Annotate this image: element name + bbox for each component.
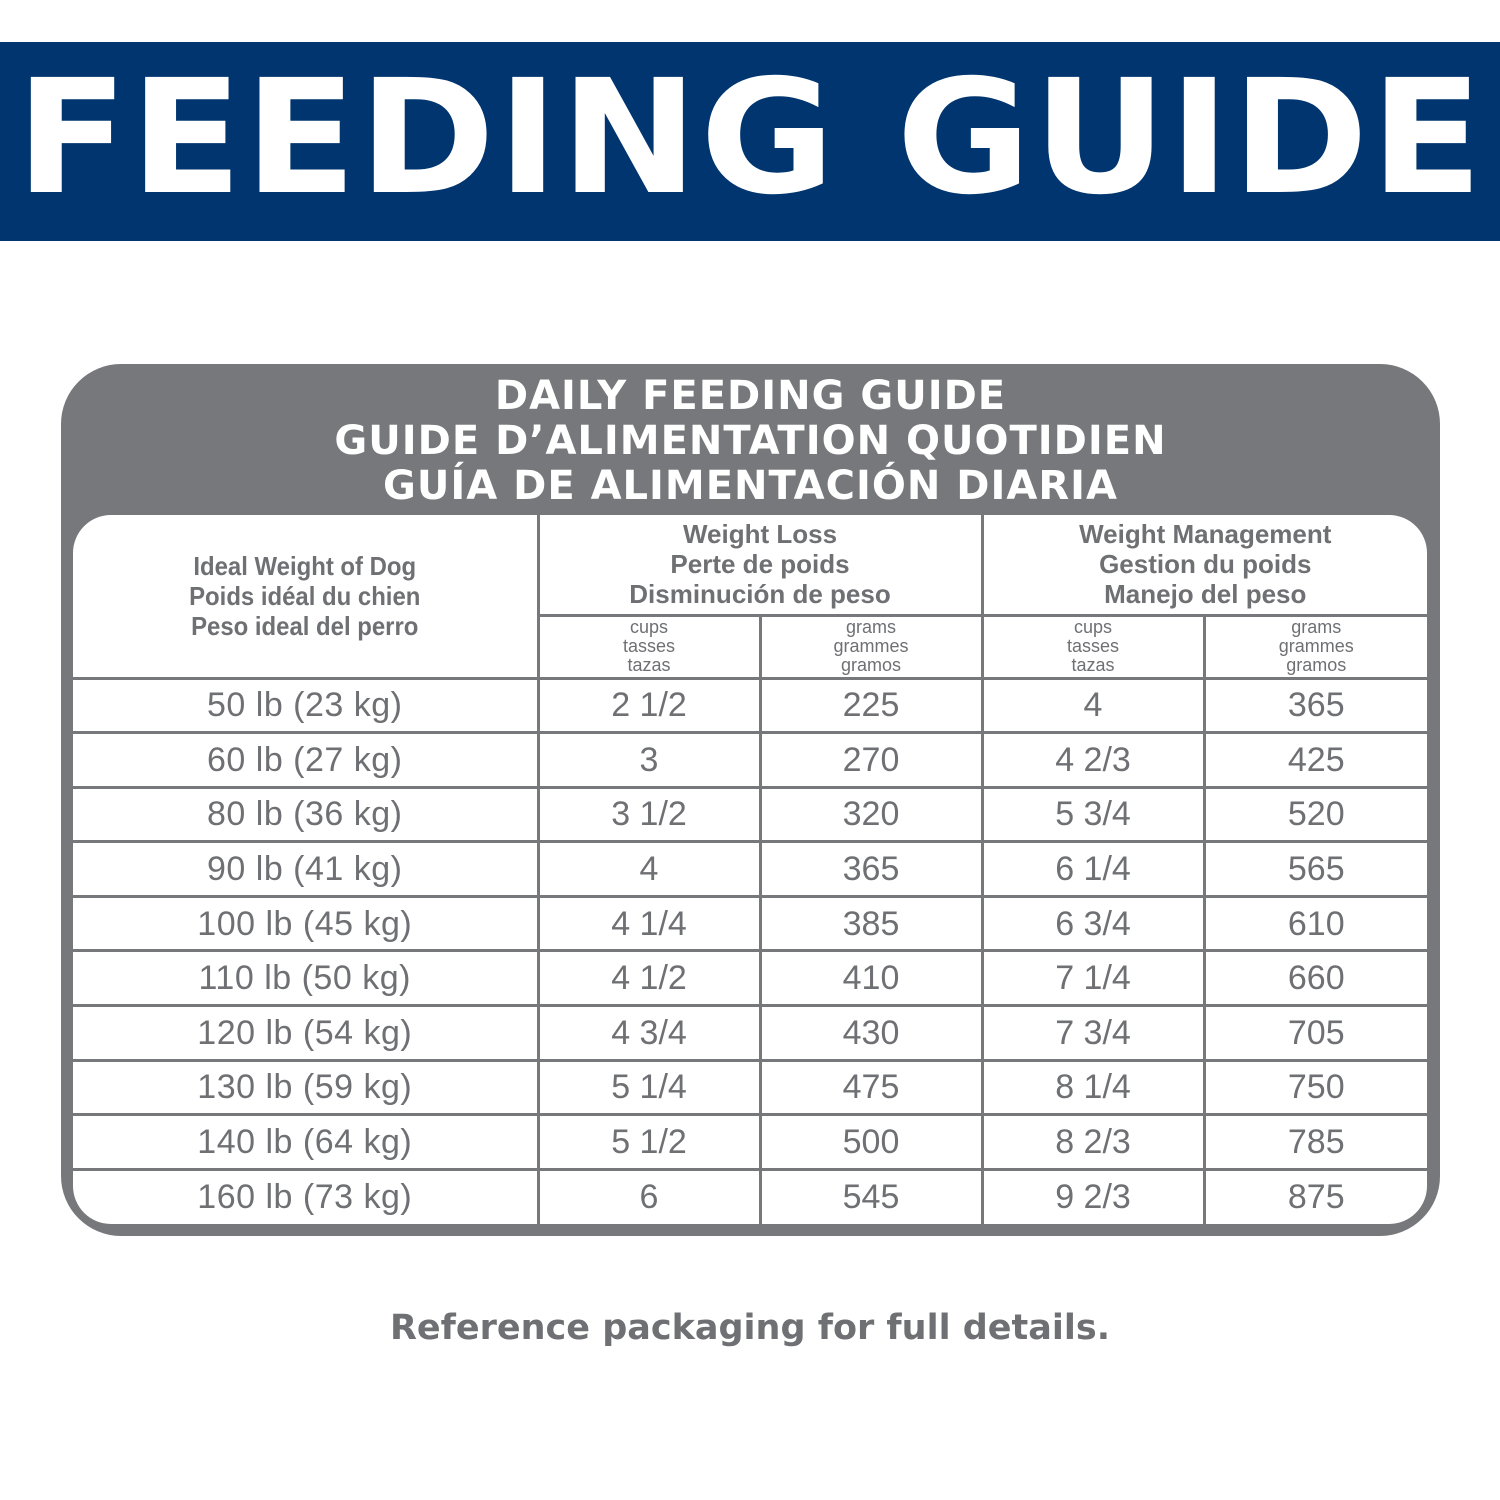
loss-cups-header: [538, 615, 760, 678]
feeding-table: [73, 515, 1427, 1224]
management-grams-cell: 520: [1204, 787, 1427, 842]
weight-loss-header-es: Disminución de peso: [629, 579, 891, 610]
unit-cups-fr: tasses: [1066, 636, 1120, 656]
loss-cups-cell: 3 1/2: [538, 787, 760, 842]
dog-weight-cell: 90 lb (41 kg): [73, 842, 538, 897]
loss-grams-cell: 410: [760, 951, 982, 1006]
management-grams-cell: 705: [1204, 1006, 1427, 1061]
management-grams-cell: 365: [1204, 678, 1427, 733]
loss-cups-cell: 4 3/4: [538, 1006, 760, 1061]
loss-cups-cell: 2 1/2: [538, 678, 760, 733]
loss-cups-cell: 6: [538, 1169, 760, 1224]
weight-management-header-en: Weight Management: [1079, 519, 1332, 550]
loss-grams-cell: 320: [760, 787, 982, 842]
weight-management-header-fr: Gestion du poids: [1099, 549, 1312, 580]
title-banner: [0, 42, 1500, 241]
loss-grams-cell: 430: [760, 1006, 982, 1061]
loss-grams-cell: 225: [760, 678, 982, 733]
management-grams-cell: 610: [1204, 896, 1427, 951]
loss-cups-cell: 3: [538, 733, 760, 788]
unit-cups-en: cups: [629, 617, 669, 637]
dog-weight-cell: 110 lb (50 kg): [73, 951, 538, 1006]
unit-cups-en: cups: [1073, 617, 1113, 637]
unit-cups-es: tazas: [627, 655, 671, 675]
unit-grams-es: gramos: [840, 655, 902, 675]
management-grams-cell: 565: [1204, 842, 1427, 897]
management-cups-cell: 4 2/3: [982, 733, 1204, 788]
table-row: [73, 1006, 1427, 1061]
loss-grams-header: [760, 615, 982, 678]
management-grams-cell: 875: [1204, 1169, 1427, 1224]
loss-grams-cell: 545: [760, 1169, 982, 1224]
weight-header-en: Ideal Weight of Dog: [193, 550, 417, 581]
weight-management-header: [982, 515, 1427, 615]
dog-weight-cell: 50 lb (23 kg): [73, 678, 538, 733]
feeding-table-wrapper: [73, 515, 1427, 1224]
unit-cups-fr: tasses: [622, 636, 676, 656]
management-cups-cell: 4: [982, 678, 1204, 733]
weight-loss-header: [538, 515, 982, 615]
page-title: FEEDING GUIDE: [15, 45, 1485, 230]
panel-titles: [61, 374, 1440, 509]
dog-weight-cell: 130 lb (59 kg): [73, 1060, 538, 1115]
loss-grams-cell: 385: [760, 896, 982, 951]
weight-header-fr: Poids idéal du chien: [189, 580, 421, 611]
panel-title-es: GUÍA DE ALIMENTACIÓN DIARIA: [383, 463, 1118, 509]
table-row: [73, 1115, 1427, 1170]
table-row: [73, 842, 1427, 897]
weight-loss-header-fr: Perte de poids: [670, 549, 850, 580]
management-cups-cell: 8 1/4: [982, 1060, 1204, 1115]
dog-weight-cell: 60 lb (27 kg): [73, 733, 538, 788]
unit-grams-es: gramos: [1286, 655, 1347, 675]
weight-loss-header-en: Weight Loss: [682, 519, 838, 550]
loss-cups-cell: 4 1/2: [538, 951, 760, 1006]
table-row: [73, 787, 1427, 842]
table-row: [73, 1060, 1427, 1115]
management-cups-cell: 8 2/3: [982, 1115, 1204, 1170]
loss-grams-cell: 500: [760, 1115, 982, 1170]
unit-grams-en: grams: [1291, 617, 1342, 637]
management-cups-header: [982, 615, 1204, 678]
feeding-guide-panel: [61, 364, 1440, 1236]
loss-cups-cell: 4 1/4: [538, 896, 760, 951]
management-cups-cell: 9 2/3: [982, 1169, 1204, 1224]
management-cups-cell: 5 3/4: [982, 787, 1204, 842]
management-cups-cell: 7 1/4: [982, 951, 1204, 1006]
dog-weight-cell: 160 lb (73 kg): [73, 1169, 538, 1224]
unit-grams-fr: grammes: [833, 636, 909, 656]
dog-weight-cell: 80 lb (36 kg): [73, 787, 538, 842]
table-row: [73, 678, 1427, 733]
unit-grams-fr: grammes: [1278, 636, 1354, 656]
panel-title-fr: GUIDE D’ALIMENTATION QUOTIDIEN: [334, 418, 1167, 464]
weight-header-es: Peso ideal del perro: [191, 610, 419, 641]
management-grams-cell: 750: [1204, 1060, 1427, 1115]
management-cups-cell: 7 3/4: [982, 1006, 1204, 1061]
loss-grams-cell: 475: [760, 1060, 982, 1115]
weight-management-header-es: Manejo del peso: [1104, 579, 1307, 610]
table-row: [73, 733, 1427, 788]
management-grams-header: [1204, 615, 1427, 678]
unit-cups-es: tazas: [1071, 655, 1115, 675]
dog-weight-cell: 100 lb (45 kg): [73, 896, 538, 951]
dog-weight-cell: 120 lb (54 kg): [73, 1006, 538, 1061]
management-cups-cell: 6 1/4: [982, 842, 1204, 897]
table-row: [73, 896, 1427, 951]
panel-title-en: DAILY FEEDING GUIDE: [494, 373, 1007, 419]
loss-grams-cell: 270: [760, 733, 982, 788]
dog-weight-cell: 140 lb (64 kg): [73, 1115, 538, 1170]
loss-grams-cell: 365: [760, 842, 982, 897]
management-grams-cell: 425: [1204, 733, 1427, 788]
loss-cups-cell: 5 1/2: [538, 1115, 760, 1170]
table-row: [73, 951, 1427, 1006]
footer-note: Reference packaging for full details.: [389, 1308, 1111, 1348]
weight-column-header: [73, 515, 538, 678]
unit-grams-en: grams: [845, 617, 896, 637]
management-grams-cell: 785: [1204, 1115, 1427, 1170]
loss-cups-cell: 4: [538, 842, 760, 897]
table-row: [73, 1169, 1427, 1224]
loss-cups-cell: 5 1/4: [538, 1060, 760, 1115]
management-cups-cell: 6 3/4: [982, 896, 1204, 951]
management-grams-cell: 660: [1204, 951, 1427, 1006]
